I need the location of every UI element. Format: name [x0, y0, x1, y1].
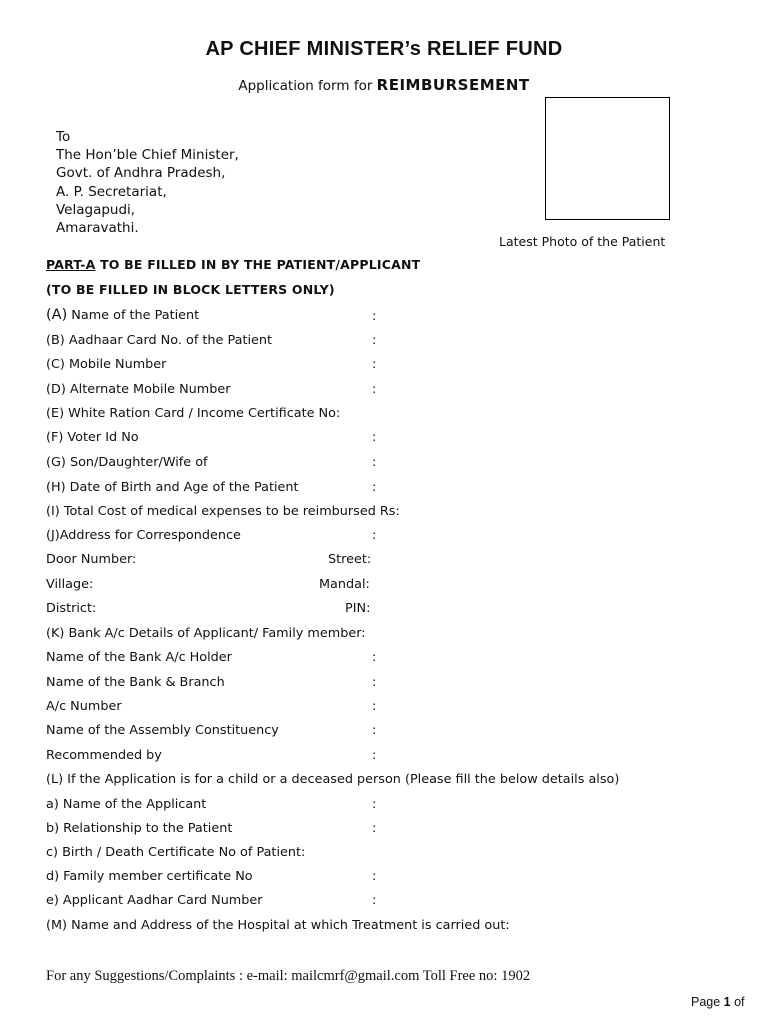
field-colon: :: [372, 455, 377, 470]
field-colon: :: [372, 821, 377, 836]
field-colon: :: [372, 893, 377, 908]
footer-contact: For any Suggestions/Complaints : e-mail: mailcmrf@gmail.com Toll Free no: 1902: [46, 968, 531, 984]
field-d: (D) Alternate Mobile Number: [46, 382, 231, 397]
page-number: [691, 995, 745, 1009]
field-colon: :: [372, 723, 377, 738]
field-colon: :: [372, 675, 377, 690]
part-a-label: PART-A: [46, 257, 96, 272]
page-num: 1: [723, 995, 731, 1009]
field-h: (H) Date of Birth and Age of the Patient: [46, 480, 299, 495]
field-c: (C) Mobile Number: [46, 357, 167, 372]
family-certificate-label: d) Family member certificate No: [46, 869, 253, 884]
district-label: District:: [46, 601, 97, 616]
field-colon: :: [372, 650, 377, 665]
field-colon: :: [372, 357, 377, 372]
page-prefix: Page: [691, 995, 724, 1009]
block-letters-note: (TO BE FILLED IN BLOCK LETTERS ONLY): [46, 282, 335, 297]
certificate-no-label: c) Birth / Death Certificate No of Patient:: [46, 845, 306, 860]
field-colon: :: [372, 869, 377, 884]
field-colon: :: [372, 382, 377, 397]
field-k: (K) Bank A/c Details of Applicant/ Family member:: [46, 626, 366, 641]
field-g: (G) Son/Daughter/Wife of: [46, 455, 208, 470]
field-l: (L) If the Application is for a child or a deceased person (Please fill the below details also): [46, 772, 620, 787]
field-e: (E) White Ration Card / Income Certificate No:: [46, 406, 341, 421]
field-colon: :: [372, 309, 377, 324]
field-colon: :: [372, 430, 377, 445]
address-line: The Hon’ble Chief Minister,: [56, 147, 239, 164]
subtitle-bold: REIMBURSEMENT: [376, 76, 530, 94]
address-line: Velagapudi,: [56, 201, 136, 218]
form-title: AP CHIEF MINISTER’s RELIEF FUND: [205, 38, 563, 60]
address-line: Govt. of Andhra Pradesh,: [56, 165, 226, 182]
subtitle-prefix: Application form for: [238, 78, 377, 94]
form-subtitle: [0, 76, 768, 94]
field-j: (J)Address for Correspondence: [46, 528, 241, 543]
street-label: Street:: [328, 552, 372, 567]
page-suffix: of: [730, 995, 745, 1009]
photo-caption: Latest Photo of the Patient: [499, 234, 666, 249]
field-colon: :: [372, 480, 377, 495]
applicant-aadhar-label: e) Applicant Aadhar Card Number: [46, 893, 263, 908]
part-a-text: TO BE FILLED IN BY THE PATIENT/APPLICANT: [95, 257, 421, 272]
field-colon: :: [372, 797, 377, 812]
constituency-label: Name of the Assembly Constituency: [46, 723, 279, 738]
account-number-label: A/c Number: [46, 699, 122, 714]
part-a-heading: [46, 257, 420, 272]
bank-branch-label: Name of the Bank & Branch: [46, 675, 225, 690]
mandal-label: Mandal:: [319, 577, 370, 592]
field-colon: :: [372, 333, 377, 348]
field-colon: :: [372, 528, 377, 543]
field-i: (I) Total Cost of medical expenses to be reimbursed Rs:: [46, 504, 400, 519]
door-number-label: Door Number:: [46, 552, 137, 567]
photo-box[interactable]: [545, 97, 670, 220]
pin-label: PIN:: [345, 601, 371, 616]
field-m: (M) Name and Address of the Hospital at which Treatment is carried out:: [46, 918, 510, 933]
field-b: (B) Aadhaar Card No. of the Patient: [46, 333, 273, 348]
address-line: A. P. Secretariat,: [56, 183, 167, 200]
recipient-address: [56, 128, 239, 237]
village-label: Village:: [46, 577, 94, 592]
bank-holder-label: Name of the Bank A/c Holder: [46, 650, 232, 665]
address-line: Amaravathi.: [56, 220, 139, 237]
field-a: [46, 307, 199, 323]
address-line: To: [56, 129, 71, 145]
field-a-prefix: (A): [46, 307, 68, 323]
field-colon: :: [372, 699, 377, 714]
relationship-label: b) Relationship to the Patient: [46, 821, 233, 836]
field-a-label: Name of the Patient: [67, 308, 200, 323]
applicant-name-label: a) Name of the Applicant: [46, 797, 207, 812]
field-f: (F) Voter Id No: [46, 430, 139, 445]
recommended-by-label: Recommended by: [46, 748, 162, 763]
field-colon: :: [372, 748, 377, 763]
